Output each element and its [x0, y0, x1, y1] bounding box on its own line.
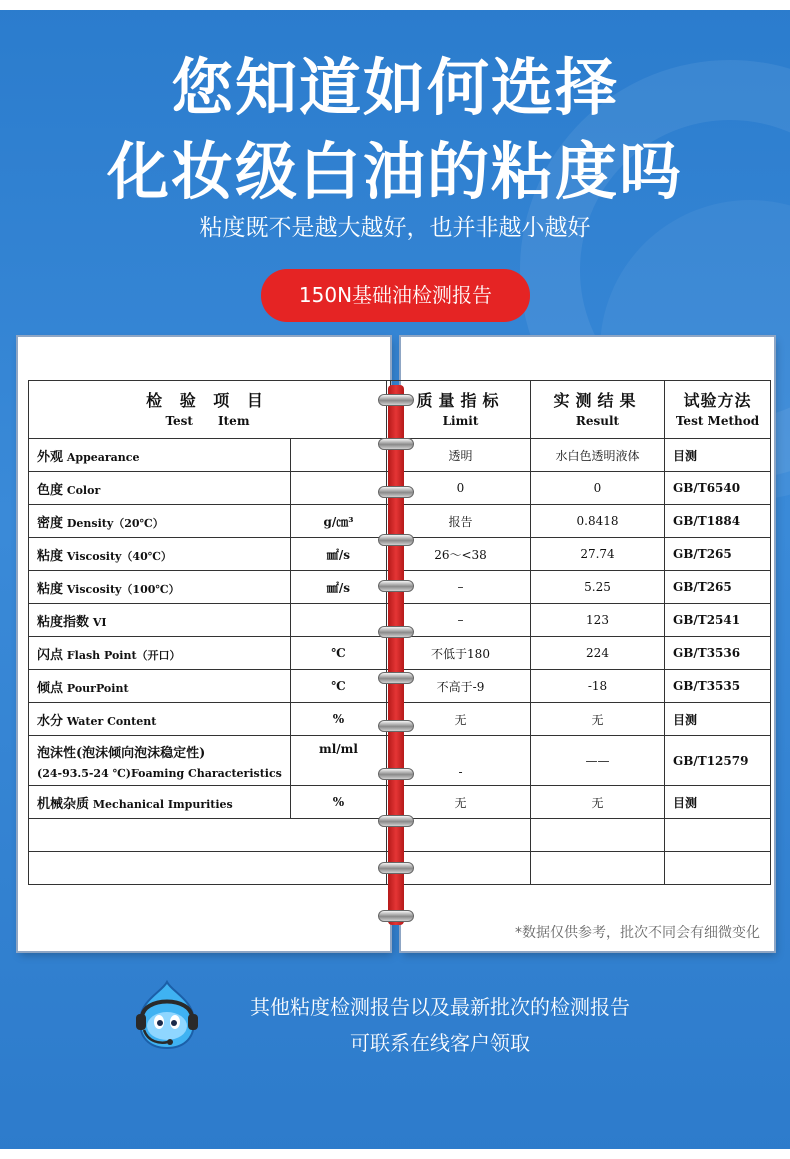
cell-method: GB/T3535 [665, 670, 771, 703]
cell-empty [29, 852, 387, 885]
item-name-zh: 机械杂质 [37, 796, 90, 812]
cell-item [29, 571, 291, 604]
item-name-en: VI [92, 615, 107, 629]
report-badge: 150N基础油检测报告 [261, 269, 530, 322]
binder-ring [378, 534, 414, 546]
contact-cta-line1: 其他粘度检测报告以及最新批次的检测报告 [250, 995, 630, 1019]
cell-item [29, 604, 291, 637]
cell-limit: – [391, 571, 531, 604]
item-name-zh: 泡沫性(泡沫倾向泡沫稳定性) [37, 745, 206, 761]
item-name-en: Viscosity（40℃） [66, 549, 172, 563]
cell-unit: ℃ [291, 670, 387, 703]
item-name-en: Mechanical Impurities [92, 797, 233, 811]
cell-unit: % [291, 703, 387, 736]
item-name-en: Color [66, 483, 101, 497]
cell-result: 27.74 [531, 538, 665, 571]
cell-method: GB/T265 [665, 571, 771, 604]
item-name-zh: 粘度 [37, 548, 64, 564]
binder-ring [378, 815, 414, 827]
cell-limit: 不低于180 [391, 637, 531, 670]
cell-empty [531, 819, 665, 852]
header-result: 实测结果 Result [531, 381, 665, 439]
cell-item [29, 670, 291, 703]
cell-method: 目测 [665, 703, 771, 736]
cell-result: 123 [531, 604, 665, 637]
cell-result: 无 [531, 786, 665, 819]
bottom-border [0, 1149, 790, 1159]
cell-unit: ml/ml [291, 736, 387, 786]
item-name-zh: 闪点 [37, 647, 64, 663]
item-name-en: PourPoint [66, 681, 129, 695]
contact-cta-line2: 可联系在线客户领取 [350, 1031, 530, 1055]
cell-result: —— [531, 736, 665, 786]
page-title-line2: 化妆级白油的粘度吗 [106, 135, 683, 208]
header-item: 检 验 项 目 Test Item [29, 381, 387, 439]
cell-limit: 不高于-9 [391, 670, 531, 703]
header-method: 试验方法 Test Method [665, 381, 771, 439]
disclaimer-note: *数据仅供参考，批次不同会有细微变化 [515, 925, 760, 941]
cell-unit [291, 472, 387, 505]
cell-empty [29, 819, 387, 852]
cell-method: GB/T265 [665, 538, 771, 571]
binder-ring [378, 438, 414, 450]
cell-unit: ℃ [291, 637, 387, 670]
cell-limit: 26～<38 [391, 538, 531, 571]
cell-limit: 无 [391, 703, 531, 736]
cell-method: GB/T2541 [665, 604, 771, 637]
cell-item [29, 439, 291, 472]
cell-result: 0.8418 [531, 505, 665, 538]
cell-unit: g/㎝³ [291, 505, 387, 538]
cell-empty [665, 819, 771, 852]
item-name-en: Water Content [66, 714, 157, 728]
cell-item [29, 703, 291, 736]
cell-empty [531, 852, 665, 885]
cell-method: GB/T3536 [665, 637, 771, 670]
cell-item [29, 472, 291, 505]
cell-item [29, 736, 291, 786]
binder-ring [378, 720, 414, 732]
cell-item [29, 786, 291, 819]
item-name-en: (24-93.5-24 ℃)Foaming Characteristics [37, 766, 282, 780]
cell-result: 224 [531, 637, 665, 670]
cell-item [29, 505, 291, 538]
cell-empty [665, 852, 771, 885]
cell-result: 水白色透明液体 [531, 439, 665, 472]
cell-unit [291, 439, 387, 472]
cell-unit: ㎟/s [291, 571, 387, 604]
binder-ring [378, 394, 414, 406]
cell-method: GB/T1884 [665, 505, 771, 538]
cell-limit: 无 [391, 786, 531, 819]
binder-ring [378, 486, 414, 498]
cell-limit: – [391, 604, 531, 637]
cell-method: GB/T12579 [665, 736, 771, 786]
item-name-en: Flash Point（开口） [66, 648, 181, 662]
cell-method: 目测 [665, 786, 771, 819]
binder-ring [378, 580, 414, 592]
item-name-en: Appearance [66, 450, 140, 464]
item-name-zh: 色度 [37, 482, 64, 498]
item-name-zh: 外观 [37, 449, 64, 465]
cell-method: 目测 [665, 439, 771, 472]
cell-result: 5.25 [531, 571, 665, 604]
top-border [0, 0, 790, 10]
cell-method: GB/T6540 [665, 472, 771, 505]
page-title-line1: 您知道如何选择 [170, 51, 619, 124]
cell-item [29, 538, 291, 571]
binder-ring [378, 768, 414, 780]
cell-item [29, 637, 291, 670]
binder-spine [388, 385, 404, 925]
cell-unit: ㎟/s [291, 538, 387, 571]
cell-result: 0 [531, 472, 665, 505]
header-limit: 质量指标 Limit [391, 381, 531, 439]
item-name-zh: 水分 [37, 713, 64, 729]
item-name-zh: 粘度指数 [37, 614, 90, 630]
cell-limit: 0 [391, 472, 531, 505]
cell-limit: 透明 [391, 439, 531, 472]
cell-limit: 报告 [391, 505, 531, 538]
item-name-zh: 密度 [37, 515, 64, 531]
customer-service-mascot-icon [134, 978, 200, 1052]
page-subtitle: 粘度既不是越大越好，也并非越小越好 [199, 215, 591, 241]
binder-ring [378, 910, 414, 922]
binder-ring [378, 862, 414, 874]
cell-unit [291, 604, 387, 637]
item-name-zh: 粘度 [37, 581, 64, 597]
cell-result: -18 [531, 670, 665, 703]
item-name-en: Density（20℃） [66, 516, 164, 530]
cell-result: 无 [531, 703, 665, 736]
item-name-en: Viscosity（100℃） [66, 582, 180, 596]
cell-unit: % [291, 786, 387, 819]
binder-ring [378, 672, 414, 684]
item-name-zh: 倾点 [37, 680, 64, 696]
binder-ring [378, 626, 414, 638]
cell-limit: - [391, 736, 531, 786]
